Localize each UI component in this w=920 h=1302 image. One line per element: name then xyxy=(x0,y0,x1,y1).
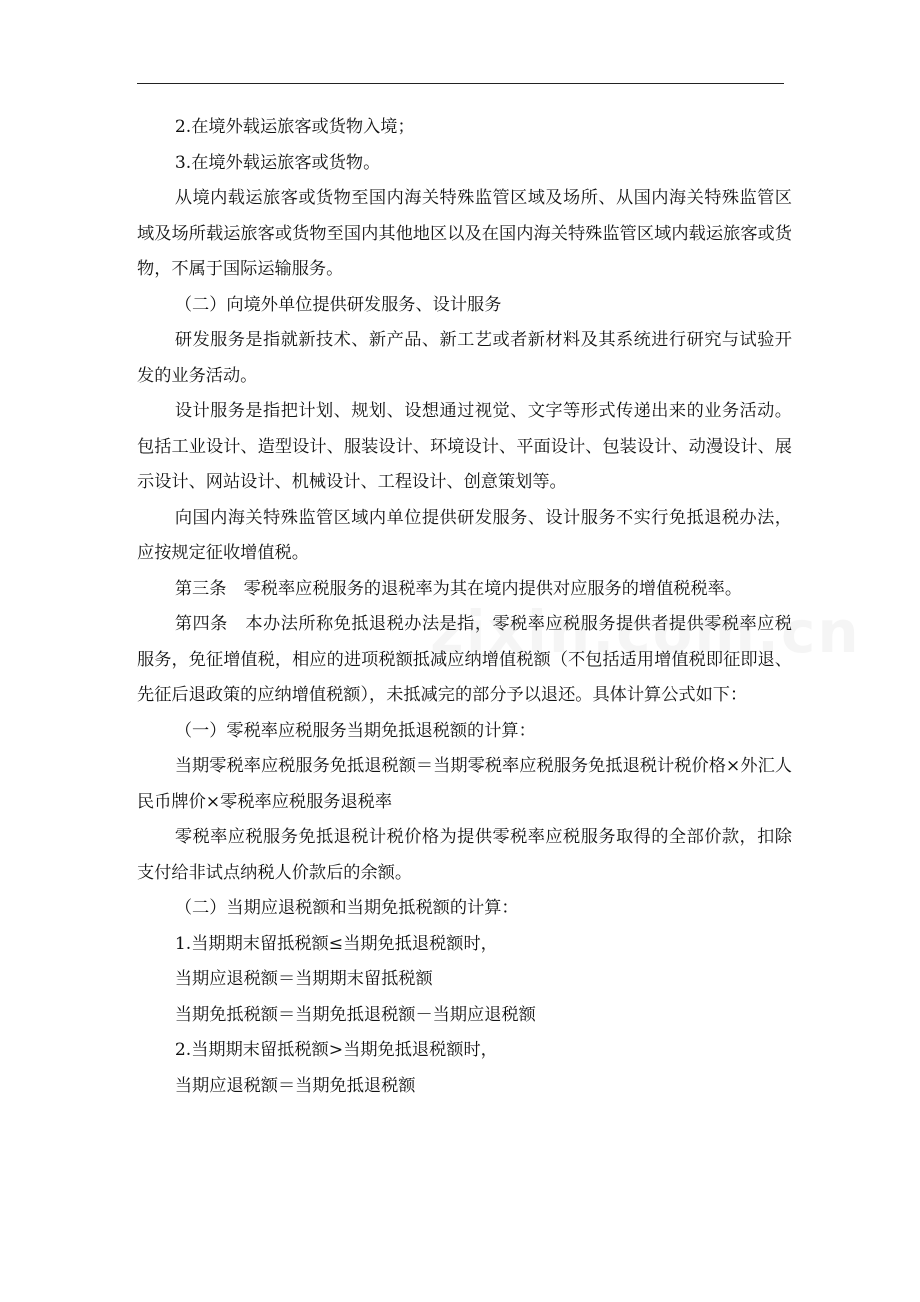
list-item: 1.当期期末留抵税额≤当期免抵退税额时， xyxy=(174,933,498,954)
paragraph: 向国内海关特殊监管区域内单位提供研发服务、设计服务不实行免抵退税办法，应按规定征收增值税。 xyxy=(137,507,792,563)
paragraph: 设计服务是指把计划、规划、设想通过视觉、文字等形式传递出来的业务活动。包括工业设计、造型设计、服装设计、环境设计、平面设计、包装设计、动漫设计、展示设计、网站设计、机械设计、工程设计、创意策划等。 xyxy=(137,401,792,492)
document-body xyxy=(137,110,792,1104)
section-heading: （一）零税率应税服务当期免抵退税额的计算： xyxy=(174,720,536,741)
paragraph: 3.在境外载运旅客或货物。 xyxy=(174,152,381,173)
formula-paragraph: 当期零税率应税服务免抵退税额＝当期零税率应税服务免抵退税计税价格×外汇人民币牌价×零税率应税服务退税率 xyxy=(137,756,792,812)
paragraph: 2.在境外载运旅客或货物入境； xyxy=(174,117,415,137)
section-heading: （二）向境外单位提供研发服务、设计服务 xyxy=(174,294,502,315)
list-item: 2.当期期末留抵税额>当期免抵退税额时， xyxy=(174,1040,498,1060)
section-heading: （二）当期应退税额和当期免抵税额的计算： xyxy=(174,898,519,918)
formula-paragraph: 当期免抵税额＝当期免抵退税额－当期应退税额 xyxy=(174,1004,536,1025)
paragraph: 研发服务是指就新技术、新产品、新工艺或者新材料及其系统进行研究与试验开发的业务活动。 xyxy=(137,330,792,386)
formula-paragraph: 当期应退税额＝当期免抵退税额 xyxy=(174,1075,416,1096)
paragraph: 零税率应税服务免抵退税计税价格为提供零税率应税服务取得的全部价款，扣除支付给非试点纳税人价款后的余额。 xyxy=(137,827,792,883)
paragraph: 从境内载运旅客或货物至国内海关特殊监管区域及场所、从国内海关特殊监管区域及场所载运旅客或货物至国内其他地区以及在国内海关特殊监管区域内载运旅客或货物，不属于国际运输服务。 xyxy=(137,188,792,279)
article-paragraph: 第四条 本办法所称免抵退税办法是指，零税率应税服务提供者提供零税率应税服务，免征增值税，相应的进项税额抵减应纳增值税额（不包括适用增值税即征即退、先征后退政策的应纳增值税额），未抵减完的部分予以退还。具体计算公式如下： xyxy=(137,614,792,705)
formula-paragraph: 当期应退税额＝当期期末留抵税额 xyxy=(174,969,433,989)
header-rule xyxy=(137,83,784,84)
article-paragraph: 第三条 零税率应税服务的退税率为其在境内提供对应服务的增值税税率。 xyxy=(174,578,743,599)
